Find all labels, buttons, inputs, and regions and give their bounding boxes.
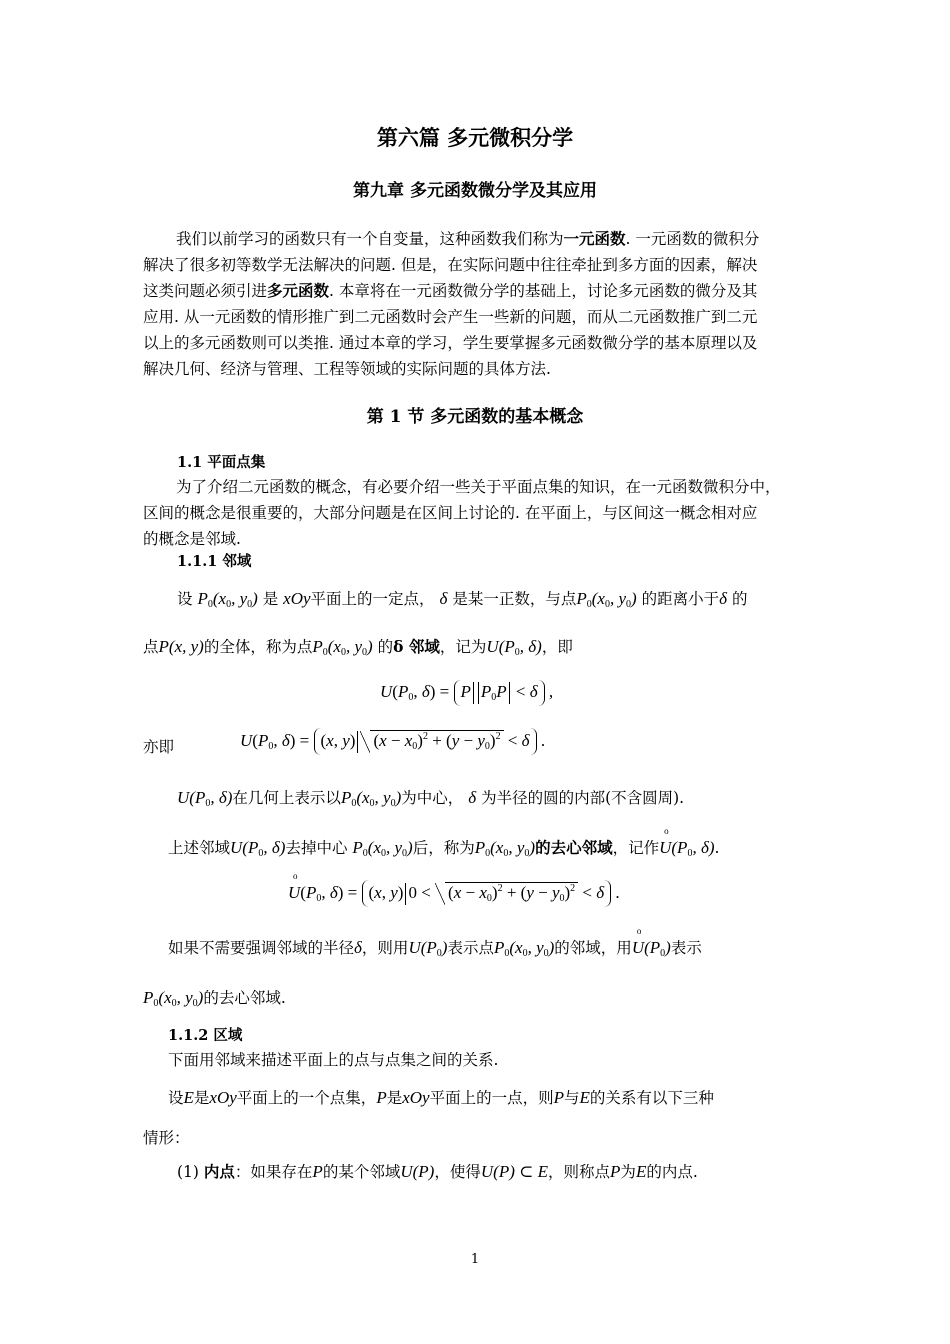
body-text: 的: [377, 638, 394, 656]
math-u-p0-delta: $U(P_0$, δ): [177, 788, 233, 809]
body-text: 表示点: [447, 939, 494, 957]
math-p0: $P_0(x_0$, $y_0$): [576, 589, 637, 610]
body-text: 为半径的圆的内部(不含圆周).: [481, 789, 685, 807]
body-text: ，记为: [439, 638, 487, 656]
math-delta: δ: [354, 938, 362, 957]
intro-text: 以上的多元函数则可以类推. 通过本章的学习，学生要掌握多元函数微分学的基本原理以及: [143, 334, 758, 352]
body-text: 如果不需要强调邻域的半径: [168, 939, 355, 957]
intro-text: . 一元函数的微积分: [625, 230, 760, 248]
math-xoy: xOy: [283, 589, 311, 608]
math-u-ring-p0-delta: o $U(P_0$, δ): [659, 838, 714, 857]
math-u-p: U(P): [400, 1162, 435, 1181]
body-text: 的某个邻域: [322, 1163, 401, 1181]
intro-text: 这类问题必须引进: [143, 282, 268, 300]
body-text: 的概念是邻域.: [143, 530, 241, 548]
geometric-meaning-line: [177, 786, 847, 809]
math-e: E: [579, 1088, 590, 1107]
body-text: ，则用: [361, 939, 409, 957]
body-text: 为中心，: [401, 789, 464, 807]
body-text: 亦即: [143, 738, 175, 756]
math-p: P: [610, 1162, 621, 1181]
math-p0: $P_0(x_0$, $y_0$): [493, 938, 555, 959]
math-u-ring-p0: o $U(P_0)$: [632, 938, 671, 957]
list-marker: (1): [177, 1163, 204, 1181]
math-delta: δ: [439, 589, 448, 608]
region-intro-line: 下面用邻域来描述平面上的点与点集之间的关系.: [168, 1051, 499, 1069]
body-text: ，即: [541, 638, 573, 656]
body-text: 设: [177, 590, 193, 608]
intro-text: 解决了很多初等数学无法解决的问题. 但是，在实际问题中往往牵扯到多方面的因素，解决: [143, 256, 758, 274]
body-text: 的内点.: [646, 1163, 698, 1181]
body-text: 是: [386, 1089, 403, 1107]
formula-neighborhood: $U(P_0$, δ) = P $P_0P < \delta$ ,: [380, 680, 553, 706]
intro-text: 解决几何、经济与管理、工程等领域的实际问题的具体方法.: [143, 360, 551, 378]
body-text: 的邻域，用: [554, 939, 632, 957]
plane-point-set-paragraph: [143, 474, 811, 552]
neighborhood-def-line-2: [143, 635, 813, 658]
part-title: 第六篇 多元微积分学: [376, 125, 574, 150]
body-text: 的去心邻域.: [203, 989, 286, 1007]
body-text: 的: [731, 590, 748, 608]
body-text: 是某一正数，与点: [452, 590, 577, 608]
point-set-relation-line: [168, 1086, 838, 1108]
math-u-p0-delta: $U(P_0$, δ): [230, 838, 286, 859]
neighborhood-def-line-1: [177, 587, 847, 610]
term-multivariate: 多元函数: [267, 281, 330, 300]
math-p0: $P_0(x_0$, $y_0$): [352, 838, 413, 859]
subsection-heading-1-1: 1.1 平面点集: [177, 454, 266, 471]
body-text: 设: [168, 1089, 184, 1107]
math-p-xy: P(x, y): [158, 637, 204, 656]
subsection-heading-1-1-2: 1.1.2 区域: [168, 1027, 243, 1044]
math-p0: $P_0(x_0$, $y_0$): [340, 788, 402, 809]
body-text: 表示: [670, 939, 702, 957]
body-text: ，则称点: [548, 1163, 611, 1181]
body-text: 与: [564, 1089, 580, 1107]
math-xoy: xOy: [209, 1088, 237, 1107]
intro-text: . 本章将在一元函数微分学的基础上，讨论多元函数的微分及其: [329, 282, 758, 300]
body-text: 后，称为: [412, 839, 475, 857]
formula-deleted-neighborhood: o $U(P_0$, δ) = (x, y) $0 < (x - x_0)^2 + (y - y_0)^2 < \delta$ .: [288, 880, 620, 907]
math-delta: δ: [468, 788, 477, 807]
term-interior-point: 内点: [203, 1162, 235, 1181]
body-text: 为了介绍二元函数的概念，有必要介绍一些关于平面点集的知识，在一元函数微积分中，: [176, 478, 781, 496]
intro-text: 我们以前学习的函数只有一个自变量，这种函数我们称为: [176, 230, 564, 248]
page-number: 1: [470, 1252, 480, 1267]
math-u-p0-delta: $U(P_0$, δ): [486, 637, 542, 658]
point-set-relation-tail: 情形：: [143, 1129, 190, 1147]
body-text: 为: [620, 1163, 636, 1181]
term-univariate: 一元函数: [563, 229, 626, 248]
section-title: 第 1 节 多元函数的基本概念: [366, 407, 584, 427]
body-text: ：如果存在: [234, 1163, 313, 1181]
math-e: E: [635, 1162, 647, 1181]
body-text: 的关系有以下三种: [589, 1089, 714, 1107]
math-e: E: [183, 1088, 194, 1107]
term-delta-neighborhood: δ 邻域: [393, 637, 440, 656]
math-xoy: xOy: [402, 1088, 430, 1107]
interior-point-line: [177, 1160, 847, 1182]
body-text: ，记作: [612, 839, 660, 857]
body-text: 是: [193, 1089, 210, 1107]
math-p0: $P_0(x_0$, $y_0$): [197, 589, 258, 610]
body-text: 的全体，称为点: [203, 638, 313, 656]
deleted-neighborhood-line: 上述邻域$U(P_0$, δ)去掉中心 $P_0(x_0$, $y_0$)后，称为$P_0(x_0$, $y_0$)的去心邻域，记作o $U(P_0$, δ).: [168, 836, 838, 859]
subsection-heading-1-1-1: 1.1.1 邻域: [177, 553, 252, 570]
intro-paragraph: [143, 226, 811, 382]
term-deleted-neighborhood: 的去心邻域: [535, 838, 613, 857]
math-u-p0: $U(P_0)$: [408, 938, 448, 959]
body-text: ，使得: [434, 1163, 481, 1181]
math-p0: $P_0(x_0$, $y_0$): [312, 637, 373, 658]
radius-omitted-line: [168, 936, 838, 959]
deleted-neighborhood-tail-line: [143, 986, 813, 1009]
math-p: P: [376, 1088, 387, 1107]
math-p0: $P_0(x_0$, $y_0$): [143, 988, 204, 1009]
body-text: 去掉中心: [285, 839, 348, 857]
intro-text: 应用. 从一元函数的情形推广到二元函数时会产生一些新的问题，而从二元函数推广到二元: [143, 308, 758, 326]
body-text: 平面上的一个点集，: [236, 1089, 377, 1107]
math-p0: $P_0(x_0$, $y_0$): [474, 838, 536, 859]
body-text: 上述邻域: [168, 839, 231, 857]
chapter-title: 第九章 多元函数微分学及其应用: [353, 181, 597, 201]
math-u-p-subset-e: U(P) ⊂ E: [480, 1162, 549, 1181]
math-p: P: [553, 1088, 564, 1107]
body-text: 的距离小于: [641, 590, 720, 608]
body-text: 平面上的一点，则: [429, 1089, 554, 1107]
body-text: 是: [262, 590, 279, 608]
math-delta: δ: [719, 589, 728, 608]
body-text: 平面上的一定点，: [310, 590, 435, 608]
formula-neighborhood-expanded: $U(P_0$, δ) = (x, y) $(x - x_0)^2 + (y - y_0)^2 < \delta$ .: [240, 728, 545, 755]
body-text: 在几何上表示以: [232, 789, 341, 807]
body-text: 点: [143, 638, 159, 656]
math-p: P: [312, 1162, 323, 1181]
body-text: 区间的概念是很重要的，大部分问题是在区间上讨论的. 在平面上，与区间这一概念相对应: [143, 504, 758, 522]
